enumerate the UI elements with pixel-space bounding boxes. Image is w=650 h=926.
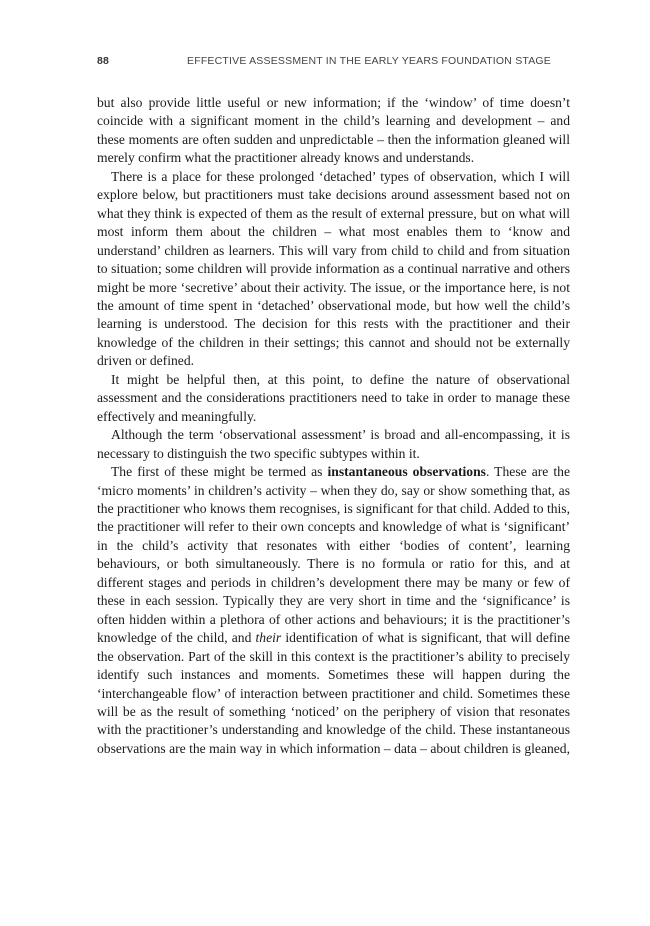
page-number: 88	[97, 55, 110, 67]
paragraph-text: The first of these might be termed as	[111, 464, 328, 480]
paragraph-subtypes: Although the term ‘observational assessment’ is broad and all-encompassing, it is necessary to distinguish the two specific subtypes within it.	[97, 427, 570, 461]
running-header	[97, 55, 570, 71]
paragraph-continuation: but also provide little useful or new information; if the ‘window’ of time doesn’t coincide with a significant moment in the child’s learning and development – and these moments are often sudden and unpredictable – then the information gleaned will merely confirm what the practitioner already knows and understands.	[97, 95, 570, 166]
emphasis: their	[255, 630, 282, 646]
paragraph-define-nature: It might be helpful then, at this point, to define the nature of observational assessment and the considerations practitioners need to take in order to manage these effectively and meaningfully.	[97, 371, 570, 424]
paragraph-instantaneous-observations	[97, 463, 570, 758]
paragraph-text: . These are the ‘micro moments’ in children’s activity – when they do, say or show something that, as the practitioner who knows them recognises, is significant for that child. Added to this, the practitioner will refer to their own concepts and knowledge of what is ‘significant’ in the child’s activity that resonates with either ‘bodies of content’, learning behaviours, or both simultaneously. There is no formula or ratio for this, and at different stages and periods in children’s development there may be many or few of these in each session. Typically they are very short in time and the ‘significance’ is often hidden within a plethora of other actions and behaviours; it is the practitioner’s knowledge of the child, and	[97, 464, 570, 646]
paragraph-text: identification of what is significant, that will define the observation. Part of the skill in this context is the practitioner’s ability to precisely identify such instances and moments. Sometimes these will happen during the ‘interchangeable flow’ of interaction between practitioner and child. Sometimes these will be as the result of something ‘noticed’ on the periphery of vision that resonates with the practitioner’s understanding and knowledge of the child. These instantaneous observations are the main way in which information – data – about children is gleaned,	[97, 630, 571, 756]
body-text	[97, 94, 570, 758]
paragraph-detached-observation: There is a place for these prolonged ‘detached’ types of observation, which I will explore below, but practitioners must take decisions around assessment based not on what they think is expected of them as the result of external pressure, but on what will most inform them about the children – what most enables them to ‘know and understand’ children as learners. This will vary from child to child and from situation to situation; some children will provide information as a continual narrative and others might be more ‘secretive’ about their activity. The issue, or the importance here, is not the amount of time spent in ‘detached’ observational mode, but how well the child’s learning is understood. The decision for this rests with the practitioner and their knowledge of the children in their settings; this cannot and should not be externally driven or defined.	[97, 168, 570, 369]
running-title: EFFECTIVE ASSESSMENT IN THE EARLY YEARS FOUNDATION STAGE	[187, 55, 552, 67]
key-term: instantaneous observations	[327, 464, 486, 480]
